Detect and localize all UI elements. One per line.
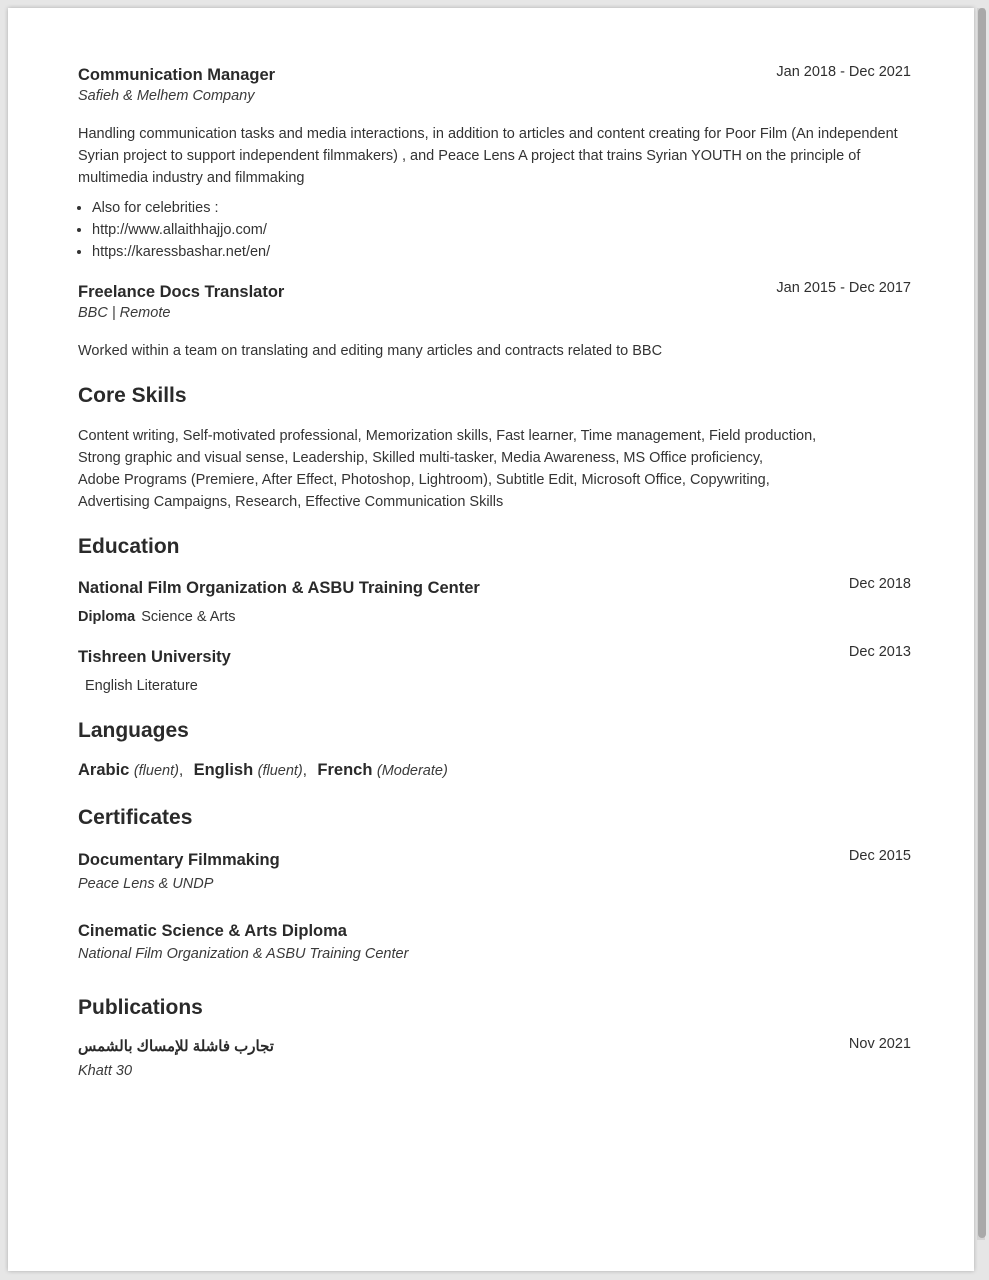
- languages-list: Arabic (fluent), English (fluent), French (Moderate): [78, 761, 448, 779]
- education-institution: National Film Organization & ASBU Training Center: [78, 579, 480, 597]
- education-date: Dec 2013: [848, 644, 911, 660]
- certificate-title: Cinematic Science & Arts Diploma: [78, 922, 347, 940]
- list-item[interactable]: • http://www.allaithhajjo.com/: [92, 219, 270, 241]
- language-name: Arabic: [78, 761, 130, 779]
- section-heading-certificates: Certificates: [78, 806, 193, 829]
- section-heading-publications: Publications: [78, 996, 203, 1019]
- skills-line: Content writing, Self-motivated professional, Memorization skills, Fast learner, Time management, Field production,: [78, 428, 817, 444]
- job-dates: Jan 2015 - Dec 2017: [776, 280, 911, 296]
- education-degree-line: [85, 677, 198, 695]
- publication-title: تجارب فاشلة للإمساك بالشمس: [78, 1038, 274, 1055]
- education-degree: Diploma: [78, 609, 136, 625]
- skills-line: Advertising Campaigns, Research, Effective Communication Skills: [78, 494, 504, 510]
- certificate-issuer: National Film Organization & ASBU Training Center: [78, 946, 409, 962]
- section-heading-core-skills: Core Skills: [78, 384, 187, 407]
- language-level: (fluent): [257, 763, 303, 779]
- education-institution: Tishreen University: [78, 648, 231, 666]
- list-item: • Also for celebrities :: [92, 197, 270, 219]
- section-heading-education: Education: [78, 535, 180, 558]
- skills-line: Strong graphic and visual sense, Leadership, Skilled multi-tasker, Media Awareness, MS Office proficiency,: [78, 450, 764, 466]
- job-title: Communication Manager: [78, 66, 276, 84]
- job-company: BBC | Remote: [78, 305, 171, 321]
- job-title: Freelance Docs Translator: [78, 283, 285, 301]
- list-item[interactable]: • https://karessbashar.net/en/: [92, 241, 270, 263]
- publication-date: Nov 2021: [848, 1036, 911, 1052]
- job-company: Safieh & Melhem Company: [78, 88, 255, 104]
- language-name: French: [317, 761, 373, 779]
- education-field: English Literature: [85, 678, 198, 694]
- language-level: (Moderate): [376, 763, 448, 779]
- job-description: Handling communication tasks and media interactions, in addition to articles and content creating for Poor Film (An independent Syrian project to support independent filmmakers) , and Peace Lens A project that trains Syrian YOUTH on the principle of multimedia industry and filmmaking: [78, 126, 898, 186]
- skills-line: Adobe Programs (Premiere, After Effect, Photoshop, Lightroom), Subtitle Edit, Microsoft Office, Copywriting,: [78, 472, 770, 488]
- job-dates: Jan 2018 - Dec 2021: [776, 64, 911, 80]
- language-name: English: [193, 761, 254, 779]
- language-level: (fluent): [133, 763, 179, 779]
- certificate-issuer: Peace Lens & UNDP: [78, 876, 214, 892]
- section-heading-languages: Languages: [78, 719, 189, 742]
- education-date: Dec 2018: [848, 576, 911, 592]
- publication-publisher: Khatt 30: [78, 1063, 133, 1079]
- resume-page: [8, 8, 974, 1271]
- core-skills-text: [78, 425, 911, 513]
- certificate-date: Dec 2015: [848, 848, 911, 864]
- education-field: Science & Arts: [141, 609, 236, 625]
- job-description: Worked within a team on translating and editing many articles and contracts related to BBC: [78, 343, 663, 359]
- job-bullet-list: [78, 197, 270, 263]
- scrollbar-thumb[interactable]: [978, 8, 986, 1238]
- certificate-title: Documentary Filmmaking: [78, 851, 280, 869]
- education-degree-line: [78, 608, 236, 626]
